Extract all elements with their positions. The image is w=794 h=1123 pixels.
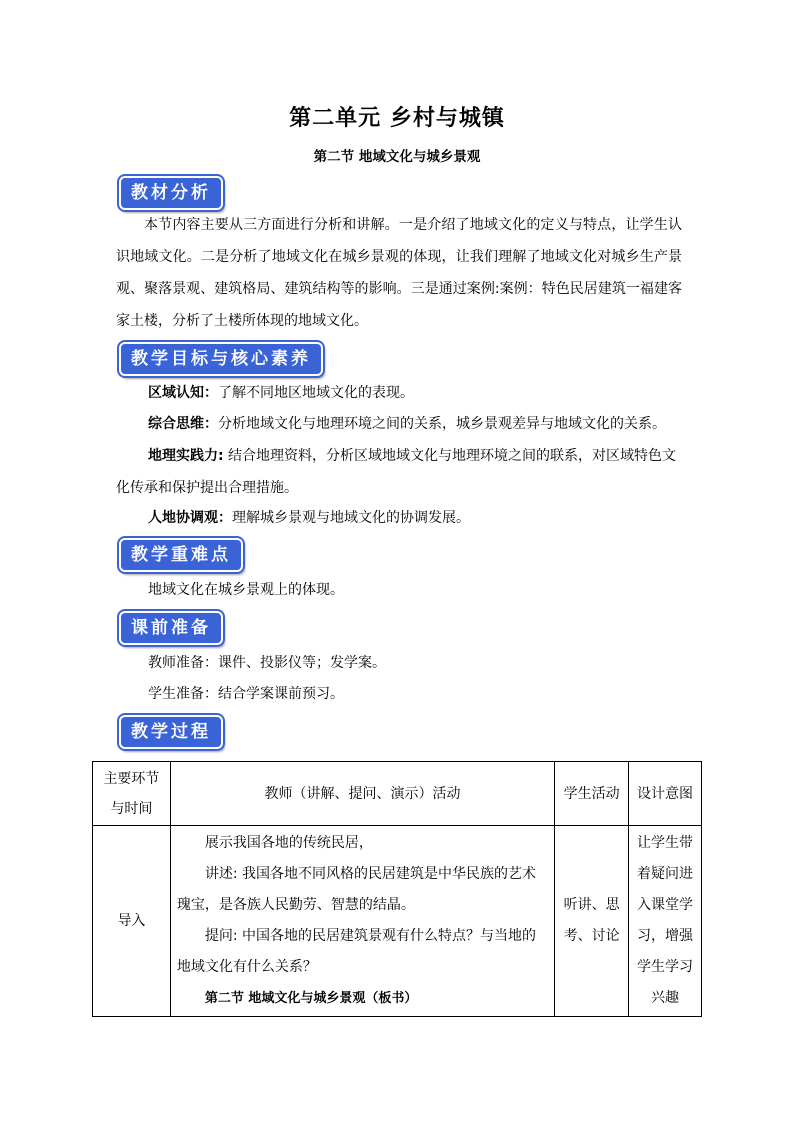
section-heading-goals: 教学目标与核心素养 xyxy=(119,342,323,376)
goal-label: 人地协调观： xyxy=(148,510,232,526)
teacher-activity-line: 提问: 中国各地的民居建筑景观有什么特点？与当地的地域文化有什么关系？ xyxy=(176,928,537,975)
student-prep-text: 学生准备：结合学案课前预习。 xyxy=(148,686,344,702)
goal-label: 地理实践力: xyxy=(148,448,224,464)
goal-label: 综合思维： xyxy=(148,416,218,432)
cell-student-activity: 听讲、思考、讨论 xyxy=(555,826,629,1017)
goal-label: 区域认知： xyxy=(148,385,218,401)
goal-item xyxy=(116,440,682,504)
goal-item xyxy=(116,408,682,440)
page-title: 第二单元 乡村与城镇 xyxy=(289,106,505,131)
section-heading-prep: 课前准备 xyxy=(119,611,223,645)
teacher-activity-line: 展示我国各地的传统民居， xyxy=(204,835,373,851)
goal-text: 分析地域文化与地理环境之间的关系，城乡景观差异与地域文化的关系。 xyxy=(218,416,666,432)
key-point-text: 地域文化在城乡景观上的体现。 xyxy=(148,582,344,598)
section-heading-analysis: 教材分析 xyxy=(119,176,223,210)
section-heading-process: 教学过程 xyxy=(119,715,223,749)
table-header-row xyxy=(93,762,702,826)
table-row xyxy=(93,826,702,1017)
cell-stage: 导入 xyxy=(93,826,171,1017)
goal-item xyxy=(116,377,682,409)
section-heading-key: 教学重难点 xyxy=(119,538,243,572)
goal-item xyxy=(116,502,682,534)
goal-text: 结合地理资料，分析区域地域文化与地理环境之间的联系，对区域特色文化传承和保护提出合理措施。 xyxy=(116,448,677,496)
page-subtitle: 第二节 地域文化与城乡景观 xyxy=(313,149,481,165)
cell-teacher-activity xyxy=(170,826,554,1017)
teacher-prep-text: 教师准备：课件、投影仪等；发学案。 xyxy=(148,655,386,671)
header-design-intent: 设计意图 xyxy=(629,762,702,826)
analysis-paragraph: 本节内容主要从三方面进行分析和讲解。一是介绍了地域文化的定义与特点，让学生认识地域文化。二是分析了地域文化在城乡景观的体现，让我们理解了地域文化对城乡生产景观、聚落景观、建筑格局、建筑结构等的影响。三是通过案例:案例：特色民居建筑一福建客家土楼，分析了土楼所体现的地域文化。 xyxy=(116,217,682,329)
process-table xyxy=(92,761,702,1017)
goal-text: 理解城乡景观与地域文化的协调发展。 xyxy=(232,510,470,526)
header-stage: 主要环节与时间 xyxy=(93,762,171,826)
header-teacher-activity: 教师（讲解、提问、演示）活动 xyxy=(170,762,554,826)
teacher-activity-line: 第二节 地域文化与城乡景观（板书） xyxy=(204,991,418,1006)
cell-design-intent: 让学生带着疑问进入课堂学习，增强学生学习兴趣 xyxy=(629,826,702,1017)
goal-text: 了解不同地区地域文化的表现。 xyxy=(218,385,414,401)
teacher-activity-line: 讲述: 我国各地不同风格的民居建筑是中华民族的艺术瑰宝，是各族人民勤劳、智慧的结晶。 xyxy=(176,866,537,913)
header-student-activity: 学生活动 xyxy=(555,762,629,826)
